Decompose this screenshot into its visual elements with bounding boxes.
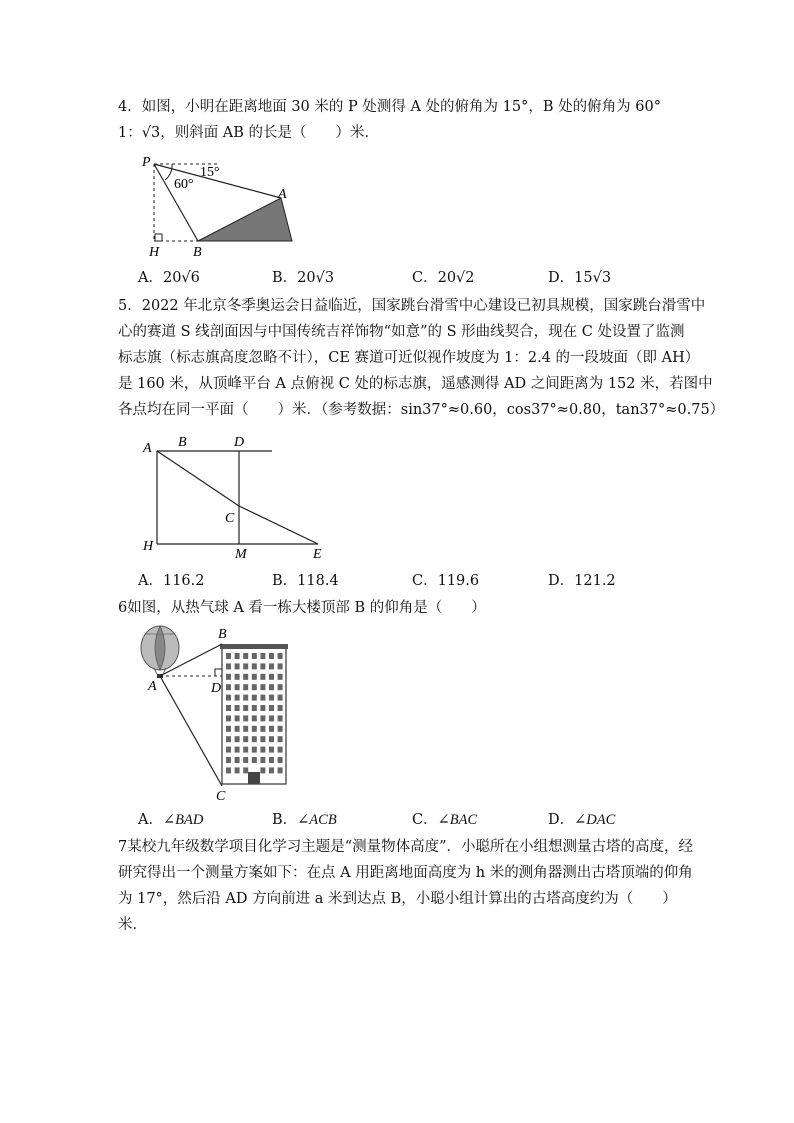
q5-label-D: D xyxy=(234,435,245,450)
q5-option-c[interactable]: C．119.6 xyxy=(412,573,480,589)
q5-label-E: E xyxy=(313,547,322,562)
q4-label-60: 60° xyxy=(174,177,194,192)
q4-label-B: B xyxy=(193,245,202,260)
q6-option-a[interactable]: A．∠BAD xyxy=(138,812,204,828)
q7-text-line1: 7某校九年级数学项目化学习主题是“测量物体高度”．小聪所在小组想测量古塔的高度，经 xyxy=(118,839,694,855)
q5-option-b[interactable]: B．118.4 xyxy=(272,573,339,589)
q5-label-B: B xyxy=(178,435,187,450)
q5-line-AC xyxy=(157,451,239,506)
q7-text-line4: 米． xyxy=(118,917,147,933)
q6-option-b[interactable]: B．∠ACB xyxy=(272,812,337,828)
q5-figure xyxy=(135,430,335,565)
q4-option-b[interactable]: B．20√3 xyxy=(272,270,335,286)
q4-text-line1: 4．如图，小明在距离地面 30 米的 P 处测得 A 处的俯角为 15°，B 处的俯角为 60° xyxy=(118,99,661,115)
q4-line-PB xyxy=(154,164,198,241)
q4-arc-60 xyxy=(165,164,172,180)
q4-slope-shaded xyxy=(198,198,292,241)
q4-option-c[interactable]: C．20√2 xyxy=(412,270,475,286)
q4-figure xyxy=(130,150,310,265)
q5-option-a[interactable]: A．116.2 xyxy=(138,573,205,589)
q4-label-A: A xyxy=(278,187,287,202)
q6-text-line1: 6如图，从热气球 A 看一栋大楼顶部 B 的仰角是（ ） xyxy=(118,600,486,616)
hot-air-balloon-icon xyxy=(141,626,179,678)
q6-label-D: D xyxy=(211,681,222,696)
q7-text-line2: 研究得出一个测量方案如下：在点 A 用距离地面高度为 h 米的测角器测出古塔顶端的仰角 xyxy=(118,865,693,881)
q6-label-C: C xyxy=(216,789,226,804)
q6-right-angle xyxy=(215,669,222,676)
q7-text-line3: 为 17°，然后沿 AD 方向前进 a 米到达点 B，小聪小组计算出的古塔高度约为（ ） xyxy=(118,891,677,907)
q4-option-d[interactable]: D．15√3 xyxy=(548,270,612,286)
q4-text-line2: 1：√3，则斜面 AB 的长是（ ）米． xyxy=(118,125,380,141)
building-icon xyxy=(220,644,288,784)
q5-label-M: M xyxy=(235,547,247,562)
q4-right-angle xyxy=(155,234,162,241)
q6-label-A: A xyxy=(148,679,157,694)
q5-line-CE xyxy=(239,506,318,544)
q6-figure xyxy=(130,622,310,807)
q4-label-H: H xyxy=(149,245,160,260)
q5-text-line4: 是 160 米，从顶峰平台 A 点俯视 C 处的标志旗，遥感测得 AD 之间距离为 152 米，若图中 xyxy=(118,376,713,392)
q5-option-d[interactable]: D．121.2 xyxy=(548,573,616,589)
q5-text-line2: 心的赛道 S 线剖面因与中国传统吉祥饰物“如意”的 S 形曲线契合，现在 C 处设置了监测 xyxy=(118,324,685,340)
q5-text-line3: 标志旗（标志旗高度忽略不计），CE 赛道可近似视作坡度为 1：2.4 的一段坡面（即 AH） xyxy=(118,350,700,366)
q5-text-line1: 5．2022 年北京冬季奥运会日益临近，国家跳台滑雪中心建设已初具规模，国家跳台滑雪中 xyxy=(118,298,706,314)
q4-label-15: 15° xyxy=(200,165,220,180)
q6-label-B: B xyxy=(218,627,227,642)
q5-text-line5: 各点均在同一平面（ ）米．（参考数据：sin37°≈0.60，cos37°≈0.80，tan37°≈0.75） xyxy=(118,402,725,418)
q5-label-A: A xyxy=(143,441,152,456)
q5-label-H: H xyxy=(143,539,154,554)
q4-option-a[interactable]: A．20√6 xyxy=(138,270,200,286)
q6-option-d[interactable]: D．∠DAC xyxy=(548,812,616,828)
q6-option-c[interactable]: C．∠BAC xyxy=(412,812,478,828)
q4-label-P: P xyxy=(142,155,151,170)
q5-label-C: C xyxy=(225,511,235,526)
